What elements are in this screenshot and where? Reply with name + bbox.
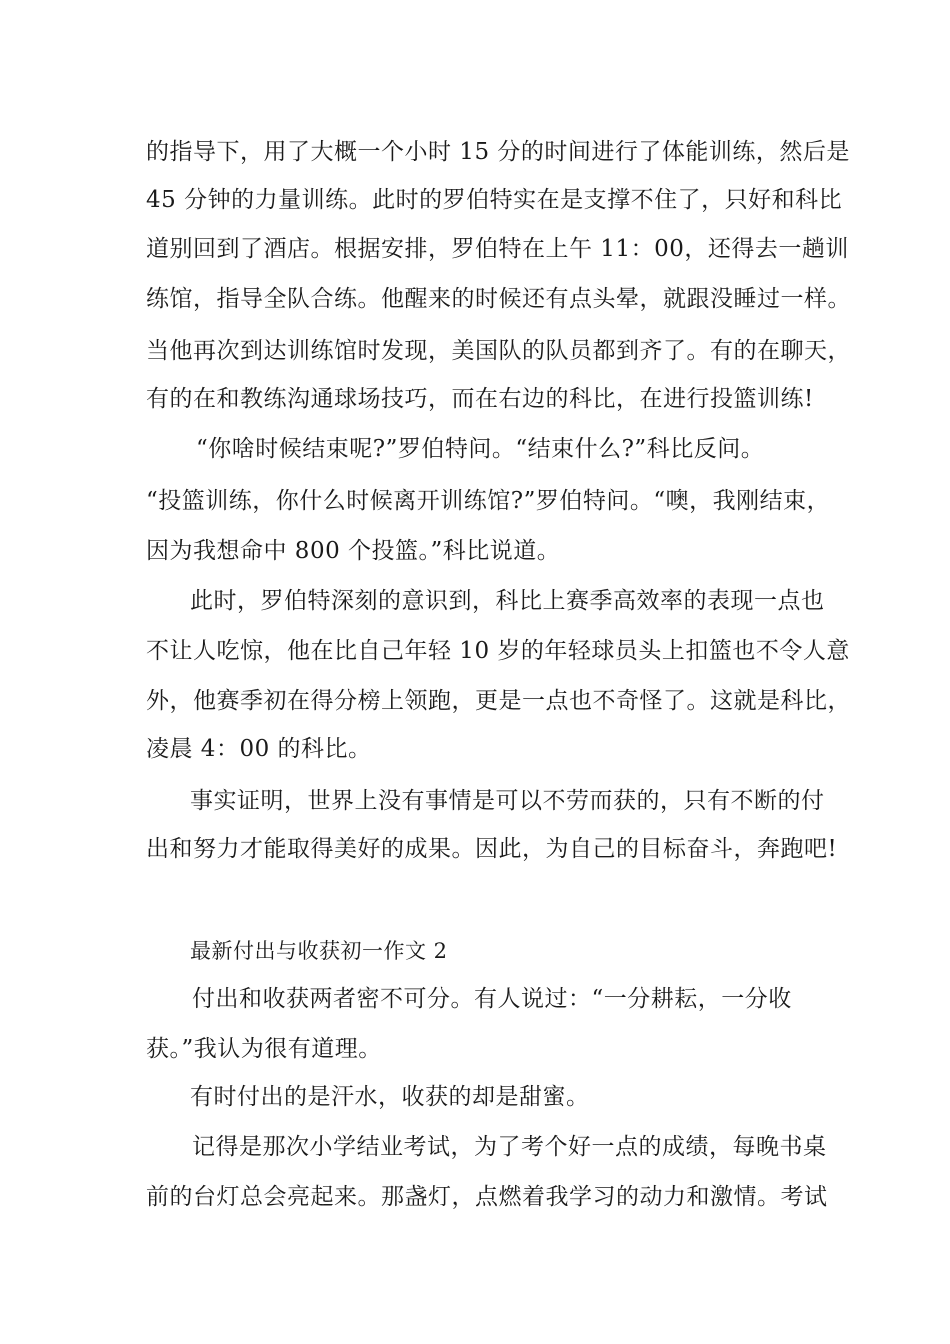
text-line: 出和努力才能取得美好的成果。因此，为自己的目标奋斗，奔跑吧! (146, 836, 838, 862)
text-line: 当他再次到达训练馆时发现，美国队的队员都到齐了。有的在聊天， (146, 338, 851, 364)
text-line: 事实证明，世界上没有事情是可以不劳而获的，只有不断的付 (190, 788, 825, 814)
text-line: 获。”我认为很有道理。 (146, 1036, 382, 1062)
text-line: “投篮训练，你什么时候离开训练馆?”罗伯特问。“噢，我刚结束， (146, 488, 831, 514)
text-line: 不让人吃惊，他在比自己年轻 10 岁的年轻球员头上扣篮也不令人意 (146, 638, 850, 664)
text-line: 此时，罗伯特深刻的意识到，科比上赛季高效率的表现一点也 (190, 588, 825, 614)
text-line: 有时付出的是汗水，收获的却是甜蜜。 (190, 1084, 590, 1110)
text-line: 前的台灯总会亮起来。那盏灯，点燃着我学习的动力和激情。考试 (146, 1184, 828, 1210)
text-line: 练馆，指导全队合练。他醒来的时候还有点头晕，就跟没睡过一样。 (146, 286, 851, 312)
text-line: 的指导下，用了大概一个小时 15 分的时间进行了体能训练，然后是 (146, 139, 850, 165)
text-line: 45 分钟的力量训练。此时的罗伯特实在是支撑不住了，只好和科比 (146, 187, 843, 213)
text-line: 付出和收获两者密不可分。有人说过：“一分耕耘，一分收 (192, 986, 792, 1012)
text-line: “你啥时候结束呢?”罗伯特问。“结束什么?”科比反问。 (196, 436, 765, 462)
section-title: 最新付出与收获初一作文 2 (190, 939, 448, 963)
text-line: 因为我想命中 800 个投篮。”科比说道。 (146, 538, 561, 564)
text-line: 有的在和教练沟通球场技巧，而在右边的科比，在进行投篮训练! (146, 386, 814, 412)
text-line: 凌晨 4：00 的科比。 (146, 736, 372, 762)
text-line: 外，他赛季初在得分榜上领跑，更是一点也不奇怪了。这就是科比， (146, 688, 851, 714)
text-line: 道别回到了酒店。根据安排，罗伯特在上午 11：00，还得去一趟训 (146, 236, 849, 262)
text-line: 记得是那次小学结业考试，为了考个好一点的成绩，每晚书桌 (192, 1134, 827, 1160)
